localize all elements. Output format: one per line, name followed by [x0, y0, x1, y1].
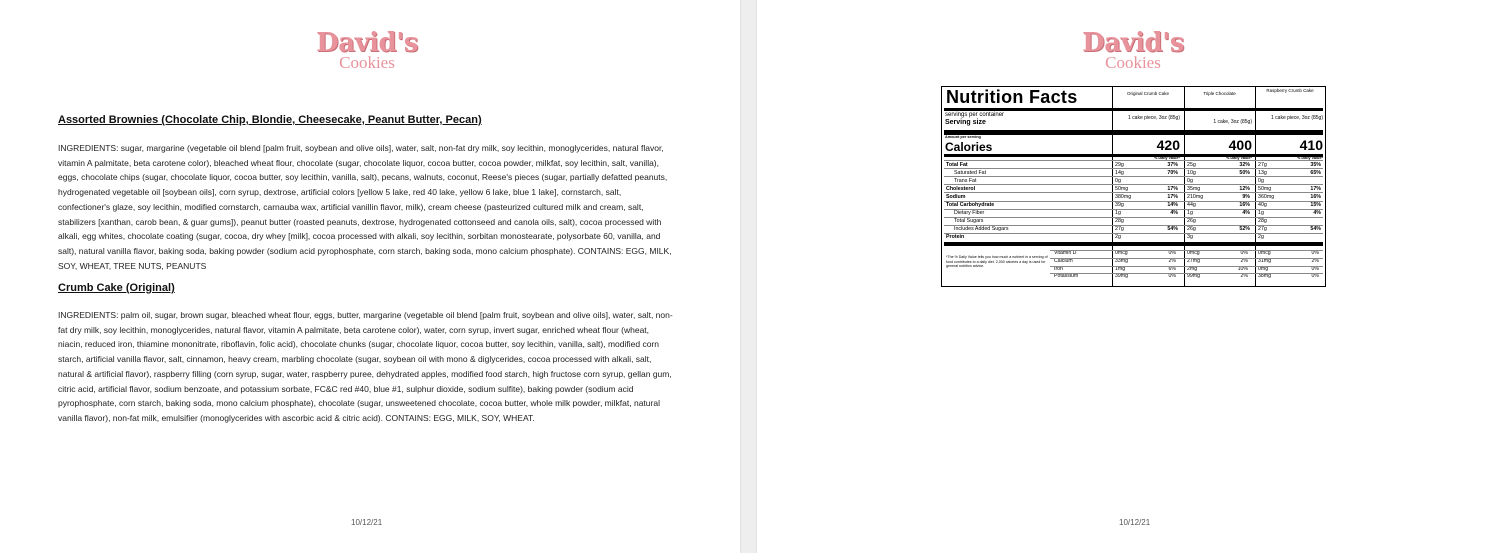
nutrient-daily-value: 17%: [1167, 193, 1178, 200]
nutrient-label: Trans Fat: [954, 177, 977, 184]
nutrient-amount: 360mg: [1258, 193, 1275, 200]
nutrient-daily-value: 16%: [1239, 202, 1250, 208]
column-header-triple-chocolate: Triple Chocolate: [1203, 91, 1236, 96]
logo-sub-text: Cookies: [1105, 53, 1161, 72]
nutrient-label: Includes Added Sugars: [954, 226, 1009, 233]
micronutrient-daily-value: 2%: [1240, 273, 1248, 280]
nutrient-amount: 39g: [1115, 202, 1124, 208]
nutrient-amount: 10g: [1187, 169, 1196, 176]
nutrient-amount: 26g: [1187, 218, 1196, 225]
row-rule: [1050, 250, 1323, 251]
thick-rule: [944, 108, 1323, 111]
micronutrient-daily-value: 2%: [1240, 257, 1248, 264]
nutrient-label: Total Sugars: [954, 218, 984, 225]
nutrient-amount: 44g: [1187, 202, 1196, 208]
nutrient-daily-value: 17%: [1310, 185, 1321, 192]
nutrient-label: Total Carbohydrate: [946, 202, 995, 208]
nutrient-amount: 1g: [1187, 210, 1193, 217]
nutrient-label: Saturated Fat: [954, 169, 987, 176]
thick-rule: [944, 130, 1323, 135]
calories-triple: 400: [1228, 137, 1252, 153]
nutrient-row: [944, 233, 1323, 242]
nutrient-daily-value: 54%: [1310, 226, 1321, 233]
ingredients-crumb-cake: INGREDIENTS: palm oil, sugar, brown sugar, bleached wheat flour, eggs, butter, margarine (vegetable oil blend [palm fruit, soybean and olive oils], water, salt, non-fat dry milk, soy lecithin, monoglycerides, natural flavor, vitamin A palmitate, beta carotene color), water, corn syrup, invert sugar, enriched wheat flour (wheat, niacin, reduced iron, thiamine mononitrate, riboflavin, folic acid), chocolate chunks (sugar, chocolate liquor, cocoa butter, soy lecithin, vanilla, salt), modified corn starch, artificial vanilla flavor, salt, cinnamon, heavy cream, marbling chocolate (sugar, soybean oil with mono & diglycerides, cocoa processed with alkali, salt, natural & artificial flavor), raspberry filling (corn syrup, sugar, water, raspberry puree, dehydrated apples, modified food starch, high fructose corn syrup, gellan gum, citric acid, artificial flavor, sodium benzoate, and potassium sorbate, FC&C red #40, blue #1, sulphur dioxide, sodium sulfite), baking powder (sodium acid pyrophosphate, corn starch, baking soda, mono calcium phosphate), chocolate (sugar, unsweetened chocolate, cocoa butter, whole milk powder, milkfat, natural vanilla flavor), non-fat milk, emulsifier (monoglycerides with ascorbic acid & citric acid). CONTAINS: EGG, MILK, SOY, WHEAT.: [58, 310, 673, 423]
row-rule: [1050, 266, 1323, 267]
micronutrient-amount: 39mg: [1115, 273, 1128, 280]
nutrient-daily-value: 15%: [1310, 202, 1321, 208]
section-heading-brownies: Assorted Brownies (Chocolate Chip, Blondie, Cheesecake, Peanut Butter, Pecan): [58, 114, 482, 126]
nutrient-amount: 40g: [1258, 202, 1267, 208]
serving-size-triple: 1 cake, 3oz (85g): [1213, 119, 1252, 125]
nutrient-amount: 1g: [1258, 210, 1264, 217]
daily-value-footnote: *The % Daily Value tells you how much a nutrient in a serving of food contributes to a daily diet. 2,000 calories a day is used for general nutrition advice.: [946, 255, 1048, 269]
micronutrient-amount: 2mg: [1187, 265, 1198, 272]
calories-label: Calories: [945, 140, 993, 154]
footer-date: 10/12/21: [351, 518, 383, 527]
nutrient-daily-value: 54%: [1167, 226, 1178, 233]
nutrient-amount: 27g: [1258, 226, 1267, 233]
davids-cookies-logo: [307, 30, 427, 71]
nutrient-amount: 35mg: [1187, 185, 1201, 192]
nutrient-daily-value: 52%: [1239, 226, 1250, 233]
micronutrient-amount: 1mg: [1115, 265, 1126, 272]
micronutrient-daily-value: 2%: [1168, 257, 1176, 264]
micronutrient-daily-value: 0%: [1311, 273, 1319, 280]
amount-per-serving-label: Amount per serving: [945, 135, 981, 139]
micronutrient-daily-value: 0%: [1311, 250, 1319, 256]
nutrient-amount: 13g: [1258, 169, 1267, 176]
column-header-original: Original Crumb Cake: [1126, 91, 1169, 96]
nutrient-amount: 210mg: [1187, 193, 1204, 200]
micronutrient-amount: 0mcg: [1258, 250, 1271, 256]
serving-size-original: 1 cake piece, 3oz (85g): [1128, 115, 1180, 121]
micronutrient-daily-value: 0%: [1168, 273, 1176, 280]
micronutrient-amount: 33mg: [1115, 257, 1128, 264]
nutrient-amount: 2g: [1258, 234, 1264, 241]
micronutrient-daily-value: 10%: [1237, 265, 1248, 272]
nutrient-daily-value: 37%: [1167, 161, 1178, 168]
logo-main-text: David's: [316, 28, 418, 58]
nutrient-label: Total Fat: [946, 161, 968, 168]
nutrient-amount: 50mg: [1258, 185, 1272, 192]
nutrient-amount: 28g: [1258, 218, 1267, 225]
micronutrient-daily-value: 2%: [1311, 257, 1319, 264]
nutrient-daily-value: 70%: [1167, 169, 1178, 176]
serving-size-label: Serving size: [945, 119, 986, 126]
micronutrient-label: Calcium: [1054, 257, 1073, 264]
micronutrient-daily-value: 0%: [1311, 265, 1319, 272]
row-rule: [1050, 258, 1323, 259]
serving-size-raspberry: 1 cake piece, 3oz (85g): [1271, 115, 1323, 121]
nutrient-label: Sodium: [946, 193, 966, 200]
micronutrient-daily-value: 6%: [1168, 265, 1176, 272]
nutrient-daily-value: 35%: [1310, 161, 1321, 168]
daily-value-header: % Daily Value*: [1226, 156, 1252, 160]
nutrient-label: Dietary Fiber: [954, 210, 985, 217]
nutrient-amount: 0g: [1258, 177, 1264, 184]
nutrient-daily-value: 4%: [1170, 210, 1178, 217]
nutrient-daily-value: 9%: [1242, 193, 1250, 200]
nutrient-amount: 26g: [1187, 226, 1196, 233]
footer-date: 10/12/21: [1119, 518, 1151, 527]
ingredients-brownies: INGREDIENTS: sugar, margarine (vegetable oil blend [palm fruit, soybean and olive oils], water, salt, non-fat dry milk, soy lecithin, monoglycerides, natural flavor, vitamin A palmitate, beta carotene color), bleached wheat flour, chocolate (sugar, chocolate liquor, cocoa butter, cocoa powder, milkfat, soy lecithin, salt, vanilla), eggs, chocolate chips (sugar, chocolate liquor, cocoa butter, soy lecithin, vanilla, salt), pecans, walnuts, coconut, Reese's pieces (sugar, partially defatted peanuts, hydrogenated vegetable oil [soybean oils], corn syrup, dextrose, artificial colors [yellow 5 lake, red 40 lake, yellow 6 lake, blue 1 lake], cornstarch, salt, confectioner's glaze, soy lecithin, modified cornstarch, carnauba wax, artificial vanillin flavor, milk), cream cheese (pasteurized cultured milk and cream, salt, stabilizers [xanthan, carob bean, & guar gums]), peanut butter (roasted peanuts, dextrose, hydrogenated cottonseed and canola oils, salt), cocoa processed with alkali, egg whites, chocolate coating (sugar, cocoa, dry whey [milk], cocoa processed with alkali, soy lecithin, sorbitan monostearate, polysorbate 60, vanilla, and salt), natural vanilla flavor, baking soda, baking powder (sodium acid pyrophosphate, corn starch, baking soda, mono calcium phosphate). CONTAINS: EGG, MILK, SOY, WHEAT, TREE NUTS, PEANUTS: [58, 143, 672, 271]
nutrient-amount: 27g: [1258, 161, 1267, 168]
nutrient-daily-value: 17%: [1167, 185, 1178, 192]
nutrient-amount: 0g: [1187, 177, 1193, 184]
daily-value-header: % Daily Value*: [1154, 156, 1180, 160]
micronutrient-amount: 0mg: [1258, 265, 1269, 272]
nutrient-daily-value: 32%: [1239, 161, 1250, 168]
nutrient-daily-value: 16%: [1310, 193, 1321, 200]
nutrient-amount: 25g: [1187, 161, 1196, 168]
micronutrient-amount: 0mcg: [1115, 250, 1128, 256]
davids-cookies-logo: [1073, 30, 1193, 71]
document-page-left: [0, 0, 740, 553]
micronutrient-daily-value: 0%: [1240, 250, 1248, 256]
logo-sub-text: Cookies: [339, 53, 395, 72]
calories-raspberry: 410: [1299, 137, 1323, 153]
micronutrient-amount: 31mg: [1258, 257, 1271, 264]
nutrient-daily-value: 50%: [1239, 169, 1250, 176]
micronutrient-label: Iron: [1054, 265, 1063, 272]
nutrient-amount: 29g: [1115, 161, 1124, 168]
nutrient-label: Protein: [946, 234, 965, 241]
nutrient-amount: 3g: [1187, 234, 1193, 241]
nutrient-amount: 0g: [1115, 177, 1121, 184]
thick-rule: [944, 242, 1323, 246]
nutrition-facts-panel: [941, 86, 1326, 287]
calories-original: 420: [1156, 137, 1180, 153]
thick-rule: [944, 154, 1323, 157]
section-heading-crumb-cake: Crumb Cake (Original): [58, 282, 175, 294]
servings-label: servings per container: [945, 112, 1005, 118]
nutrient-amount: 380mg: [1115, 193, 1132, 200]
micronutrient-label: Potassium: [1054, 273, 1079, 280]
nutrient-amount: 14g: [1115, 169, 1124, 176]
nutrient-amount: 28g: [1115, 218, 1124, 225]
micronutrient-amount: 27mg: [1187, 257, 1200, 264]
micronutrient-amount: 0mcg: [1187, 250, 1200, 256]
document-page-right: [757, 0, 1500, 553]
nutrient-amount: 1g: [1115, 210, 1121, 217]
row-rule: [1050, 273, 1323, 274]
daily-value-header: % Daily Value*: [1297, 156, 1323, 160]
micronutrient-label: Vitamin D: [1054, 250, 1077, 256]
nutrient-daily-value: 65%: [1310, 169, 1321, 176]
nutrient-amount: 50mg: [1115, 185, 1129, 192]
nutrient-daily-value: 12%: [1239, 185, 1250, 192]
nutrient-daily-value: 14%: [1167, 202, 1178, 208]
nutrient-amount: 27g: [1115, 226, 1124, 233]
nutrient-label: Cholesterol: [946, 185, 976, 192]
nutrient-amount: 2g: [1115, 234, 1121, 241]
micronutrient-amount: 99mg: [1187, 273, 1200, 280]
nutrient-daily-value: 4%: [1242, 210, 1250, 217]
micronutrient-daily-value: 0%: [1168, 250, 1176, 256]
nutrition-facts-title: Nutrition Facts: [946, 87, 1078, 107]
nutrient-daily-value: 4%: [1313, 210, 1321, 217]
column-header-raspberry: Raspberry Crumb Cake: [1266, 88, 1314, 93]
logo-main-text: David's: [1082, 28, 1184, 58]
micronutrient-amount: 38mg: [1258, 273, 1271, 280]
